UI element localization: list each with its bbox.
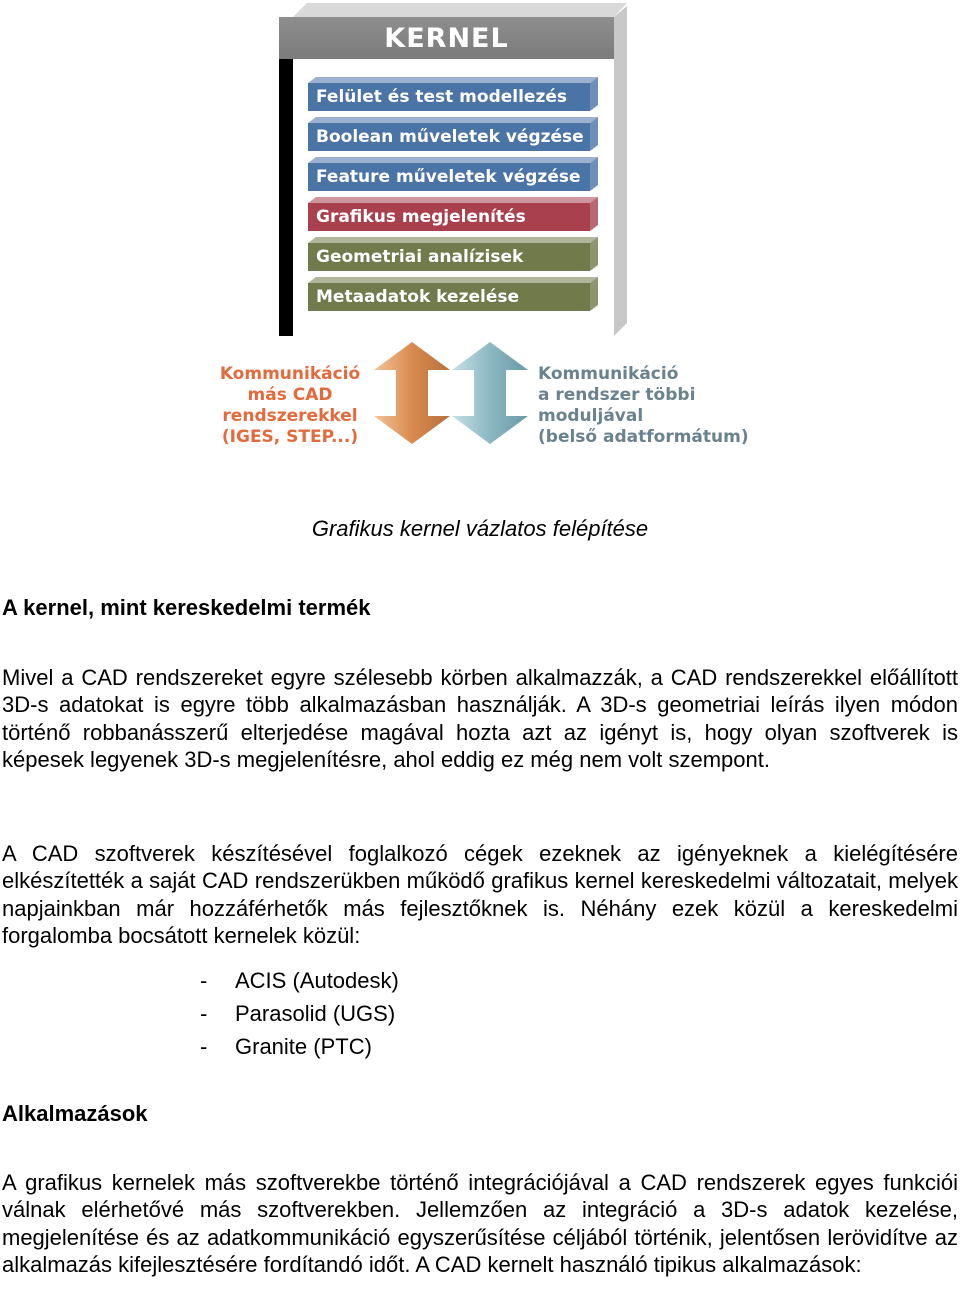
list-item-text: Granite (PTC) <box>235 1034 372 1059</box>
kernel-module-label: Metaadatok kezelése <box>308 283 590 311</box>
kernel-module-side-face <box>590 197 598 231</box>
communication-label-line: moduljával <box>538 406 644 426</box>
communication-label-line: a rendszer többi <box>538 385 696 405</box>
kernel-module <box>308 77 600 105</box>
kernel-module <box>308 117 600 145</box>
communication-label-line: Kommunikáció <box>538 364 679 384</box>
list-item-text: ACIS (Autodesk) <box>235 968 399 993</box>
communication-arrows <box>372 340 532 446</box>
kernel-block-top-face <box>293 3 627 17</box>
section-heading-kernel-product: A kernel, mint kereskedelmi termék <box>2 595 371 620</box>
paragraph-kernel-intro: Mivel a CAD rendszereket egyre szélesebb körben alkalmazzák, a CAD rendszerekkel előállított 3D-s adatokat is egyre több alkalmazásban használják. A 3D-s geometriai leírás ilyen módon történő robbanásszerű elterjedése magával hozta azt az igényt is, hogy olyan szoftverek is képesek legyenek 3D-s megjelenítésre, ahol eddig ez még nem volt szempont. <box>2 665 958 773</box>
list-item-text: Parasolid (UGS) <box>235 1001 396 1026</box>
list-item <box>200 966 399 999</box>
kernel-module-side-face <box>590 117 598 151</box>
kernel-block-side-face <box>614 6 627 336</box>
kernel-title: KERNEL <box>279 17 614 59</box>
kernel-module-label: Feature műveletek végzése <box>308 163 590 191</box>
communication-label-line: (belső adatformátum) <box>538 427 749 447</box>
kernel-diagram <box>0 0 960 460</box>
kernel-module-stack <box>293 59 614 336</box>
kernel-module-side-face <box>590 157 598 191</box>
paragraph-applications: A grafikus kernelek más szoftverekbe történő integrációjával a CAD rendszerek egyes funkciói válnak elérhetővé más szoftverekben. Jellemzően az integráció a 3D-s adatok kezelése, megjelenítése és az adatkommunikáció egyszerűsítése céljából történik, jelentősen lerövidítve az alkalmazás kifejlesztésére fordítandó időt. A CAD kernelt használó tipikus alkalmazások: <box>2 1170 958 1278</box>
list-bullet: - <box>200 968 208 993</box>
communication-internal-label <box>538 364 778 448</box>
right-double-arrow-icon <box>452 342 528 444</box>
kernel-module-side-face <box>590 77 598 111</box>
list-bullet: - <box>200 1034 208 1059</box>
communication-label-line: (IGES, STEP...) <box>221 427 359 447</box>
kernel-module <box>308 277 600 305</box>
kernel-block-front <box>279 17 614 336</box>
kernel-module-side-face <box>590 277 598 311</box>
list-item <box>200 1032 399 1065</box>
kernel-module <box>308 157 600 185</box>
figure-caption: Grafikus kernel vázlatos felépítése <box>311 516 649 541</box>
kernel-module-label: Felület és test modellezés <box>308 83 590 111</box>
list-bullet: - <box>200 1001 208 1026</box>
left-double-arrow-icon <box>374 342 450 444</box>
communication-label-line: más CAD <box>247 385 333 405</box>
kernel-block <box>279 3 627 336</box>
section-heading-applications: Alkalmazások <box>2 1101 148 1126</box>
kernel-module-label: Boolean műveletek végzése <box>308 123 590 151</box>
kernel-module-label: Grafikus megjelenítés <box>308 203 590 231</box>
communication-other-cad-label <box>205 364 375 448</box>
communication-label-line: Kommunikáció <box>219 364 361 384</box>
kernel-module-label: Geometriai analízisek <box>308 243 590 271</box>
list-item <box>200 999 399 1032</box>
kernel-module <box>308 237 600 265</box>
communication-label-line: rendszerekkel <box>222 406 358 426</box>
kernel-module <box>308 197 600 225</box>
kernel-list <box>200 966 399 1065</box>
kernel-module-side-face <box>590 237 598 271</box>
paragraph-kernel-vendors: A CAD szoftverek készítésével foglalkozó cégek ezeknek az igényeknek a kielégítésére elkészítették a saját CAD rendszerükben működő grafikus kernel kereskedelmi változatait, melyek napjainkban már hozzáférhetők más fejlesztőknek is. Néhány ezek közül a kereskedelmi forgalomba bocsátott kernelek közül: <box>2 841 958 949</box>
